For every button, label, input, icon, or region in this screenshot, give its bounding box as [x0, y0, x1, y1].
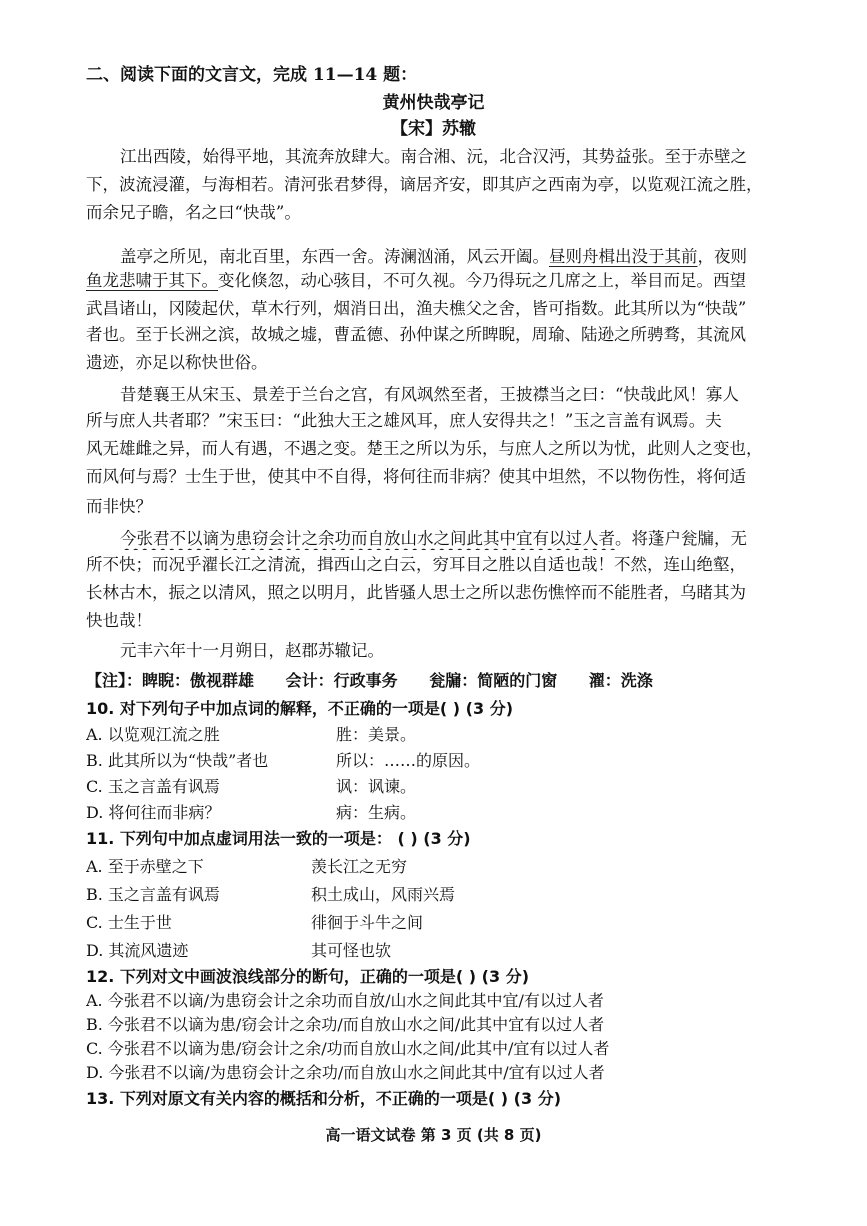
option-compare: 羡长江之无穷	[311, 857, 408, 876]
p3-line-2: 所与庶人共者耶？”宋玉曰：“此独大王之雄风耳，庶人安得共之！”玉之言盖有讽焉。夫	[86, 411, 722, 430]
p1-line-3: 而余兄子瞻，名之曰“快哉”。	[86, 203, 301, 222]
q10-option-d[interactable]	[86, 802, 786, 824]
option-sentence: B. 此其所以为“快哉”者也	[86, 751, 269, 770]
p3-line-3: 风无雄雌之异，而人有遇，不遇之变。楚王之所以为乐，与庶人之所以为忧，此则人之变也，	[86, 439, 763, 458]
section-heading: 二、阅读下面的文言文，完成 11—14 题：	[86, 65, 418, 85]
wavy-underlined-passage: 今张君不以谪为患窃会计之余功而自放山水之间此其中宜有以过人者	[120, 529, 615, 548]
p4-line-4: 快也哉！	[86, 611, 152, 630]
option-explanation: 所以：……的原因。	[336, 751, 481, 770]
q12-option-d[interactable]: D. 今张君不以谪/为患窃会计之余功/而自放山水之间此其中/宜有以过人者	[86, 1063, 605, 1082]
note-4: 濯：洗涤	[588, 671, 653, 690]
q11-option-c[interactable]	[86, 912, 786, 934]
option-compare: 徘徊于斗牛之间	[311, 913, 424, 932]
q11-option-b[interactable]	[86, 884, 786, 906]
q12-option-b[interactable]: B. 今张君不以谪为患/窃会计之余功/而自放山水之间/此其中宜有以过人者	[86, 1015, 605, 1034]
p3-line-4: 而风何与焉？士生于世，使其中不自得，将何往而非病？使其中坦然，不以物伤性，将何适	[86, 467, 746, 486]
p2-line-3: 武昌诸山，冈陵起伏，草木行列，烟消日出，渔夫樵父之舍，皆可指数。此其所以为“快哉”	[86, 299, 747, 318]
q11-stem: 11. 下列句中加点虚词用法一致的一项是： ( ) (3 分)	[86, 829, 471, 848]
option-explanation: 讽：讽谏。	[336, 777, 417, 796]
p1-line-2: 下，波流浸灌，与海相若。清河张君梦得，谪居齐安，即其庐之西南为亭，以览观江流之胜，	[86, 175, 763, 194]
option-sentence: D. 其流风遗迹	[86, 941, 189, 960]
p2-line-4: 者也。至于长洲之滨，故城之墟，曹孟德、孙仲谋之所睥睨，周瑜、陆逊之所骋骛，其流风	[86, 325, 746, 344]
option-sentence: B. 玉之言盖有讽焉	[86, 885, 220, 904]
option-sentence: C. 士生于世	[86, 913, 172, 932]
q10-option-c[interactable]	[86, 776, 786, 798]
p1-line-1: 江出西陵，始得平地，其流奔放肆大。南合湘、沅，北合汉沔，其势益张。至于赤壁之	[120, 147, 747, 166]
q10-stem: 10. 对下列句子中加点词的解释，不正确的一项是( ) (3 分)	[86, 699, 514, 718]
underlined-sentence-2: 鱼龙悲啸于其下。	[86, 271, 218, 290]
p3-line-1: 昔楚襄王从宋玉、景差于兰台之宫，有风飒然至者，王披襟当之曰：“快哉此风！寡人	[120, 385, 739, 404]
option-explanation: 病：生病。	[336, 803, 417, 822]
option-sentence: C. 玉之言盖有讽焉	[86, 777, 220, 796]
q10-option-a[interactable]	[86, 724, 786, 746]
q13-stem: 13. 下列对原文有关内容的概括和分析，不正确的一项是( ) (3 分)	[86, 1089, 562, 1108]
option-sentence: A. 以览观江流之胜	[86, 725, 220, 744]
underlined-sentence-1: 昼则舟楫出没于其前	[549, 247, 698, 266]
q12-option-c[interactable]: C. 今张君不以谪为患/窃会计之余/功而自放山水之间/此其中/宜有以过人者	[86, 1039, 610, 1058]
option-compare: 其可怪也欤	[311, 941, 392, 960]
page-footer: 高一语文试卷 第 3 页 (共 8 页)	[325, 1126, 542, 1144]
option-sentence: D. 将何往而非病？	[86, 803, 221, 822]
passage-author: 【宋】苏辙	[391, 119, 476, 139]
p4-line-1	[120, 528, 786, 550]
passage-title: 黄州快哉亭记	[382, 93, 485, 113]
option-compare: 积土成山，风雨兴焉	[311, 885, 456, 904]
p2-line-5: 遗迹，亦足以称快世俗。	[86, 353, 268, 372]
date-line: 元丰六年十一月朔日，赵郡苏辙记。	[120, 641, 384, 660]
q11-option-d[interactable]	[86, 940, 786, 962]
p4-line-2: 所不快；而况乎濯长江之清流，揖西山之白云，穷耳目之胜以自适也哉！不然，连山绝壑，	[86, 555, 746, 574]
p2-text: ，夜则	[697, 247, 747, 266]
note-1: 【注】：睥睨：傲视群雄	[86, 671, 255, 690]
q12-stem: 12. 下列对文中画波浪线部分的断句，正确的一项是( ) (3 分)	[86, 967, 530, 986]
notes-line	[86, 670, 786, 692]
q10-option-b[interactable]	[86, 750, 786, 772]
q12-option-a[interactable]: A. 今张君不以谪/为患窃会计之余功而自放/山水之间此其中宜/有以过人者	[86, 991, 604, 1010]
option-sentence: A. 至于赤壁之下	[86, 857, 204, 876]
note-3: 瓮牖：简陋的门窗	[429, 671, 558, 690]
q11-option-a[interactable]	[86, 856, 786, 878]
p2-line-1	[120, 246, 786, 268]
p2-text: 盖亭之所见，南北百里，东西一舍。涛澜汹涌，风云开阖。	[120, 247, 549, 266]
p4-line-3: 长林古木，振之以清风，照之以明月，此皆骚人思士之所以悲伤憔悴而不能胜者，乌睹其为	[86, 583, 746, 602]
p3-line-5: 而非快？	[86, 497, 152, 516]
p2-line-2	[86, 270, 786, 292]
option-explanation: 胜：美景。	[336, 725, 417, 744]
note-2: 会计：行政事务	[285, 671, 398, 690]
p2-text: 变化倏忽，动心骇目，不可久视。今乃得玩之几席之上，举目而足。西望	[218, 271, 746, 290]
p4-text: 。将蓬户瓮牖，无	[615, 529, 747, 548]
